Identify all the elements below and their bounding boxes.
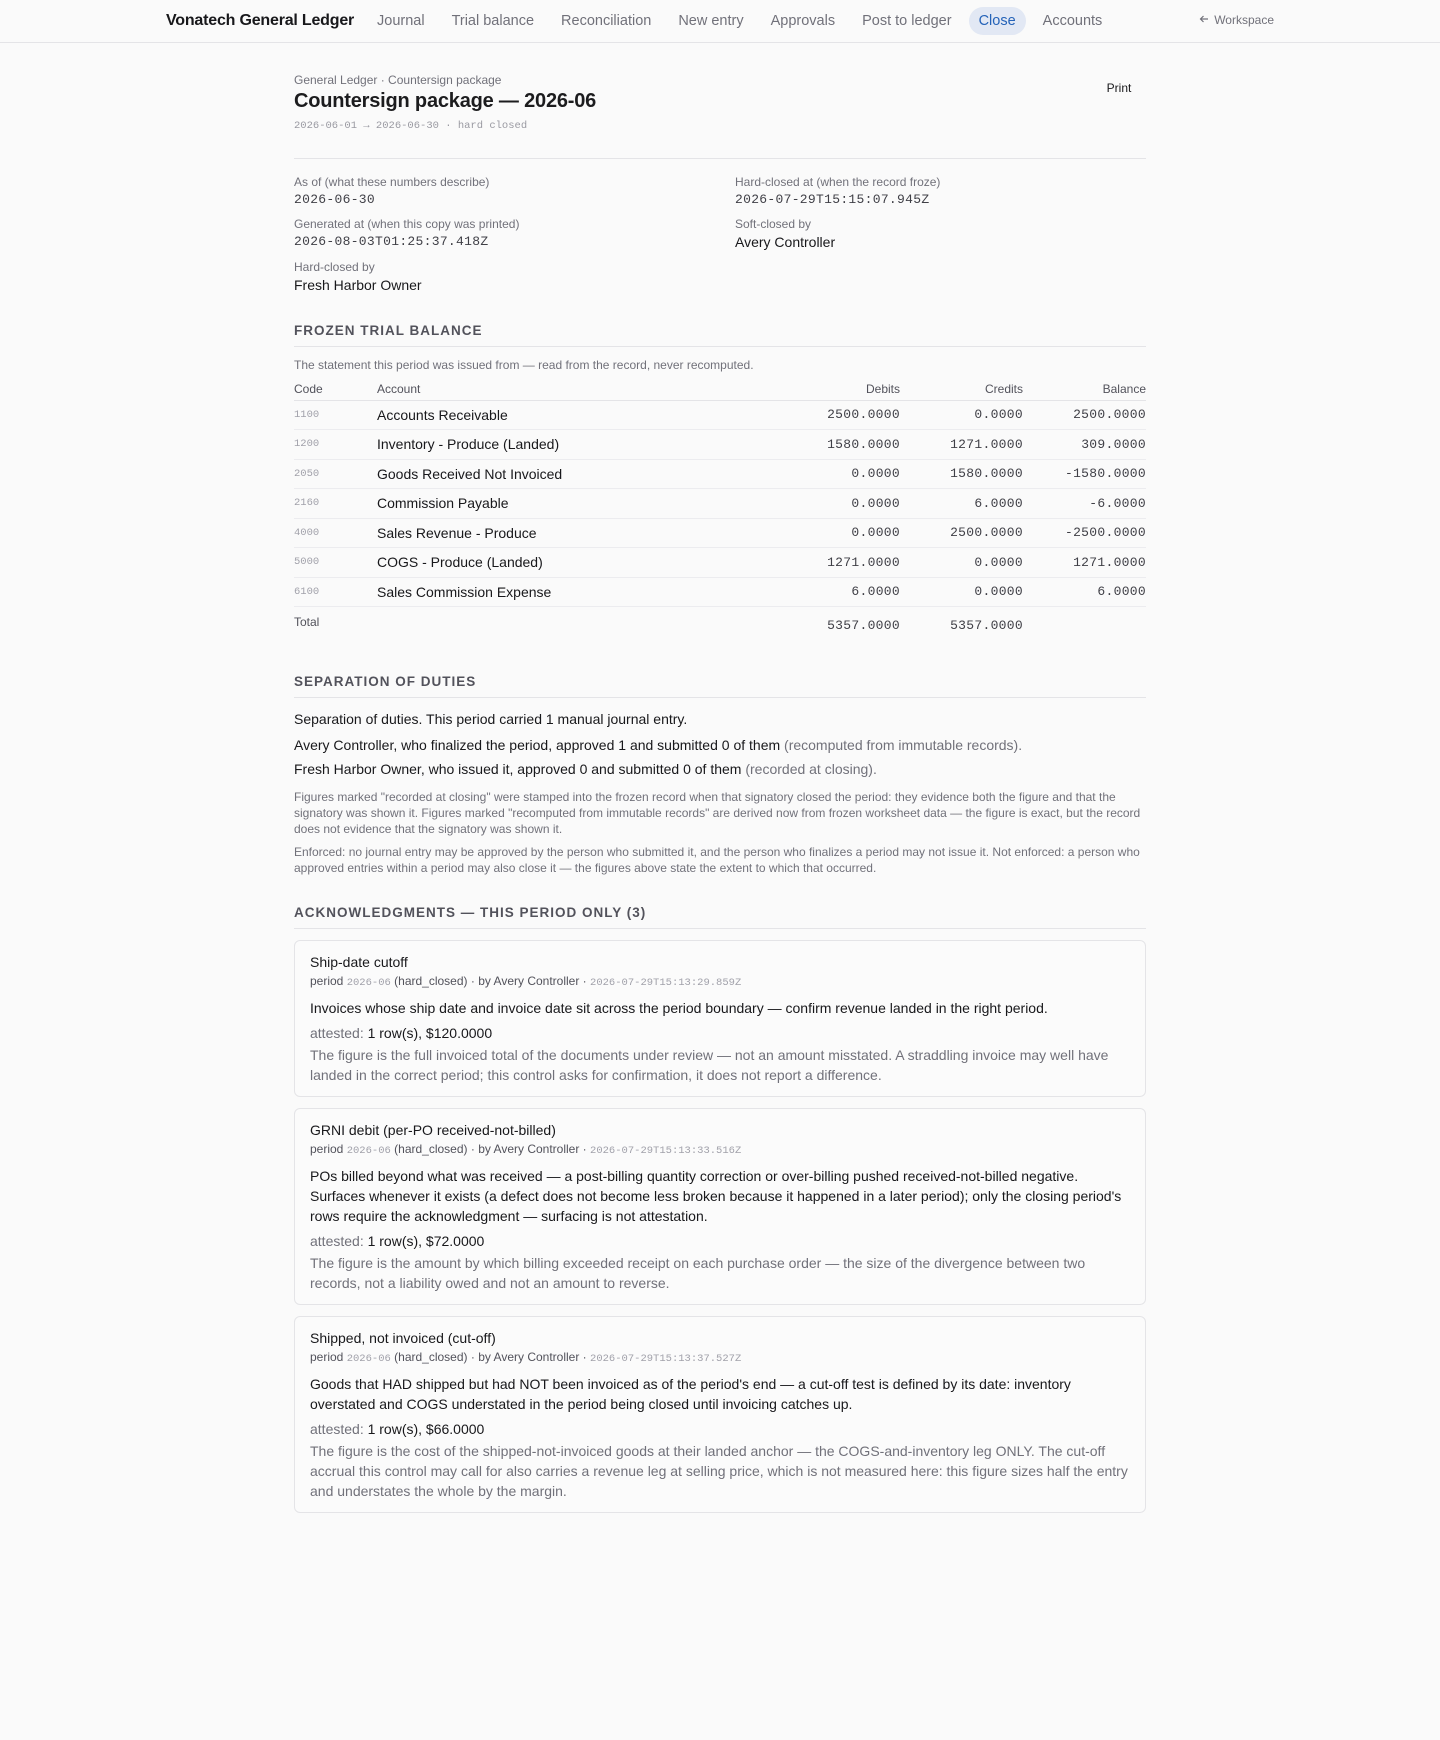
sod-summary: Separation of duties. This period carried 1 manual journal entry. bbox=[294, 710, 688, 727]
meta-hard-closed-by bbox=[294, 260, 735, 293]
ack-state-by: (hard_closed) · by Avery Controller · bbox=[394, 1141, 587, 1156]
ack-description: POs billed beyond what was received — a post-billing quantity correction or over-billing pushed received-not-billed negative. Surfaces whenever it exists (a defect does not become less broken because it happened in a later period); only the closing period's rows require the acknowledgment — surfacing is not attestation. bbox=[310, 1167, 1122, 1224]
ack-period: 2026-06 bbox=[346, 1352, 391, 1365]
ack-timestamp: 2026-07-29T15:13:29.859Z bbox=[590, 976, 742, 989]
ack-period: 2026-06 bbox=[346, 1144, 391, 1157]
table-row bbox=[294, 577, 1146, 607]
account-code: 2050 bbox=[294, 459, 377, 489]
total-credits: 5357.0000 bbox=[950, 618, 1023, 633]
balance-value: 6.0000 bbox=[1023, 577, 1146, 607]
debit-value: 0.0000 bbox=[777, 518, 900, 548]
account-code: 1100 bbox=[294, 400, 377, 430]
ack-meta bbox=[310, 1142, 1130, 1157]
ack-attested bbox=[310, 1421, 1130, 1437]
page-header bbox=[294, 43, 1146, 159]
meta-hard-closed-at bbox=[735, 175, 1146, 207]
workspace-label: Workspace bbox=[1214, 13, 1274, 27]
top-nav bbox=[0, 0, 1440, 43]
debit-value: 1271.0000 bbox=[777, 548, 900, 578]
trial-balance-note: The statement this period was issued from — read from the record, never recomputed. bbox=[294, 358, 754, 372]
trial-balance-section bbox=[294, 323, 1146, 641]
credit-value: 1580.0000 bbox=[900, 459, 1023, 489]
ack-period: 2026-06 bbox=[346, 976, 391, 989]
section-heading: FROZEN TRIAL BALANCE bbox=[294, 323, 1146, 347]
print-button[interactable]: Print bbox=[1106, 81, 1132, 95]
meta-value: Avery Controller bbox=[735, 234, 836, 250]
ack-card bbox=[294, 1316, 1146, 1513]
total-spacer bbox=[377, 607, 777, 641]
col-credits: Credits bbox=[900, 381, 1023, 400]
account-name: Sales Revenue - Produce bbox=[377, 518, 777, 548]
balance-value: 2500.0000 bbox=[1023, 400, 1146, 430]
ack-description: Goods that HAD shipped but had NOT been invoiced as of the period's end — a cut-off test is defined by its date: inventory overstated and COGS understated in the period being closed until invoicing catches up. bbox=[310, 1375, 1071, 1412]
ack-note: The figure is the full invoiced total of the documents under review — not an amount misstated. A straddling invoice may well have landed in the correct period; this control asks for confirmation, it does not report a difference. bbox=[310, 1046, 1109, 1083]
account-name: Commission Payable bbox=[377, 489, 777, 519]
workspace-link[interactable] bbox=[1199, 13, 1274, 27]
attested-label: attested: bbox=[310, 1232, 364, 1249]
ack-period-prefix: period bbox=[310, 973, 344, 988]
sod-line-source: (recomputed from immutable records). bbox=[784, 736, 1023, 753]
balance-value: -2500.0000 bbox=[1023, 518, 1146, 548]
ack-title: Ship-date cutoff bbox=[310, 953, 408, 970]
meta-soft-closed-by bbox=[735, 217, 1146, 250]
total-label: Total bbox=[294, 615, 320, 629]
ack-description: Invoices whose ship date and invoice date sit across the period boundary — confirm revenue landed in the right period. bbox=[310, 999, 1048, 1016]
sod-line-text: Avery Controller, who finalized the period, approved 1 and submitted 0 of them bbox=[294, 736, 781, 753]
table-row bbox=[294, 518, 1146, 548]
nav-links bbox=[367, 7, 1119, 35]
debit-value: 0.0000 bbox=[777, 489, 900, 519]
nav-accounts[interactable]: Accounts bbox=[1042, 13, 1103, 29]
debit-value: 2500.0000 bbox=[777, 400, 900, 430]
page-title: Countersign package — 2026-06 bbox=[294, 90, 597, 112]
ack-card bbox=[294, 940, 1146, 1097]
col-balance: Balance bbox=[1023, 381, 1146, 400]
ack-period-prefix: period bbox=[310, 1349, 344, 1364]
total-balance-empty bbox=[1023, 607, 1146, 641]
balance-value: 1271.0000 bbox=[1023, 548, 1146, 578]
account-code: 5000 bbox=[294, 548, 377, 578]
nav-trial-balance[interactable]: Trial balance bbox=[451, 13, 535, 29]
debit-value: 0.0000 bbox=[777, 459, 900, 489]
total-debits: 5357.0000 bbox=[827, 618, 900, 633]
period-range: 2026-06-01 → 2026-06-30 · hard closed bbox=[294, 120, 528, 132]
debit-value: 6.0000 bbox=[777, 577, 900, 607]
col-code: Code bbox=[294, 381, 377, 400]
meta-value: 2026-07-29T15:15:07.945Z bbox=[735, 192, 930, 207]
account-code: 6100 bbox=[294, 577, 377, 607]
table-row bbox=[294, 548, 1146, 578]
ack-meta bbox=[310, 974, 1130, 989]
ack-timestamp: 2026-07-29T15:13:33.516Z bbox=[590, 1144, 742, 1157]
meta-label: Generated at (when this copy was printed) bbox=[294, 217, 520, 231]
attested-label: attested: bbox=[310, 1420, 364, 1437]
table-header-row bbox=[294, 381, 1146, 400]
ack-state-by: (hard_closed) · by Avery Controller · bbox=[394, 973, 587, 988]
account-code: 1200 bbox=[294, 430, 377, 460]
credit-value: 1271.0000 bbox=[900, 430, 1023, 460]
credit-value: 0.0000 bbox=[900, 400, 1023, 430]
close-metadata bbox=[294, 159, 1146, 293]
meta-generated-at bbox=[294, 217, 735, 250]
total-row bbox=[294, 607, 1146, 641]
nav-journal[interactable]: Journal bbox=[377, 13, 425, 29]
acknowledgments-section bbox=[294, 905, 1146, 1513]
balance-value: -1580.0000 bbox=[1023, 459, 1146, 489]
nav-approvals[interactable]: Approvals bbox=[770, 13, 836, 29]
ack-note: The figure is the cost of the shipped-not-invoiced goods at their landed anchor — the COGS-and-inventory leg ONLY. The cut-off accrual this control may call for also carries a revenue leg at selling price, which is not measured here: this figure sizes half the entry and understates the whole by the margin. bbox=[310, 1442, 1128, 1499]
meta-label: Soft-closed by bbox=[735, 217, 812, 231]
ack-note: The figure is the amount by which billing exceeded receipt on each purchase order — the size of the divergence between two records, not a liability owed and not an amount to reverse. bbox=[310, 1254, 1086, 1291]
nav-new-entry[interactable]: New entry bbox=[678, 13, 744, 29]
sod-line-finalizer bbox=[294, 737, 1146, 753]
table-row bbox=[294, 459, 1146, 489]
attested-value: 1 row(s), $120.0000 bbox=[367, 1024, 493, 1041]
meta-value: Fresh Harbor Owner bbox=[294, 277, 422, 293]
ack-attested bbox=[310, 1025, 1130, 1041]
sod-fine-print: Figures marked "recorded at closing" were stamped into the frozen record when that signatory closed the period: they evidence both the figure and that the signatory was shown it. Figures marked "recomputed from immutable records" are derived now from frozen worksheet data — the figure is exact, but the record does not evidence that the signatory was shown it. bbox=[294, 789, 1141, 836]
separation-of-duties-section bbox=[294, 674, 1146, 876]
arrow-left-icon bbox=[1199, 13, 1209, 27]
attested-value: 1 row(s), $72.0000 bbox=[367, 1232, 485, 1249]
ack-title: GRNI debit (per-PO received-not-billed) bbox=[310, 1121, 556, 1138]
meta-as-of bbox=[294, 175, 735, 207]
nav-reconciliation[interactable]: Reconciliation bbox=[561, 13, 652, 29]
account-name: Inventory - Produce (Landed) bbox=[377, 430, 777, 460]
meta-label: Hard-closed by bbox=[294, 260, 375, 274]
account-name: Sales Commission Expense bbox=[377, 577, 777, 607]
section-heading: ACKNOWLEDGMENTS — THIS PERIOD ONLY (3) bbox=[294, 905, 1146, 929]
balance-value: -6.0000 bbox=[1023, 489, 1146, 519]
credit-value: 0.0000 bbox=[900, 548, 1023, 578]
sod-line-text: Fresh Harbor Owner, who issued it, approved 0 and submitted 0 of them bbox=[294, 760, 742, 777]
col-debits: Debits bbox=[777, 381, 900, 400]
debit-value: 1580.0000 bbox=[777, 430, 900, 460]
ack-title: Shipped, not invoiced (cut-off) bbox=[310, 1329, 496, 1346]
breadcrumb: General Ledger · Countersign package bbox=[294, 73, 502, 87]
attested-label: attested: bbox=[310, 1024, 364, 1041]
ack-card bbox=[294, 1108, 1146, 1305]
nav-post-to-ledger[interactable]: Post to ledger bbox=[862, 13, 952, 29]
balance-value: 309.0000 bbox=[1023, 430, 1146, 460]
credit-value: 2500.0000 bbox=[900, 518, 1023, 548]
section-heading: SEPARATION OF DUTIES bbox=[294, 674, 1146, 698]
credit-value: 6.0000 bbox=[900, 489, 1023, 519]
main-content bbox=[294, 43, 1146, 1513]
attested-value: 1 row(s), $66.0000 bbox=[367, 1420, 485, 1437]
credit-value: 0.0000 bbox=[900, 577, 1023, 607]
account-code: 2160 bbox=[294, 489, 377, 519]
table-row bbox=[294, 489, 1146, 519]
meta-value: 2026-08-03T01:25:37.418Z bbox=[294, 234, 489, 249]
nav-close[interactable]: Close bbox=[969, 7, 1026, 35]
table-row bbox=[294, 430, 1146, 460]
account-name: COGS - Produce (Landed) bbox=[377, 548, 777, 578]
sod-enforcement-note: Enforced: no journal entry may be approved by the person who submitted it, and the person who finalizes a period may not issue it. Not enforced: a person who approved entries within a period may also close it — the figures above state the extent to which that occurred. bbox=[294, 844, 1140, 875]
col-account: Account bbox=[377, 381, 777, 400]
account-code: 4000 bbox=[294, 518, 377, 548]
sod-line-source: (recorded at closing). bbox=[745, 760, 877, 777]
account-name: Accounts Receivable bbox=[377, 400, 777, 430]
ack-meta bbox=[310, 1350, 1130, 1365]
trial-balance-table bbox=[294, 381, 1146, 641]
meta-label: Hard-closed at (when the record froze) bbox=[735, 175, 941, 189]
ack-state-by: (hard_closed) · by Avery Controller · bbox=[394, 1349, 587, 1364]
brand-logo[interactable]: Vonatech General Ledger bbox=[166, 12, 355, 29]
meta-value: 2026-06-30 bbox=[294, 192, 376, 207]
meta-label: As of (what these numbers describe) bbox=[294, 175, 490, 189]
table-row bbox=[294, 400, 1146, 430]
sod-line-issuer bbox=[294, 761, 1146, 777]
ack-attested bbox=[310, 1233, 1130, 1249]
account-name: Goods Received Not Invoiced bbox=[377, 459, 777, 489]
ack-timestamp: 2026-07-29T15:13:37.527Z bbox=[590, 1352, 742, 1365]
ack-period-prefix: period bbox=[310, 1141, 344, 1156]
